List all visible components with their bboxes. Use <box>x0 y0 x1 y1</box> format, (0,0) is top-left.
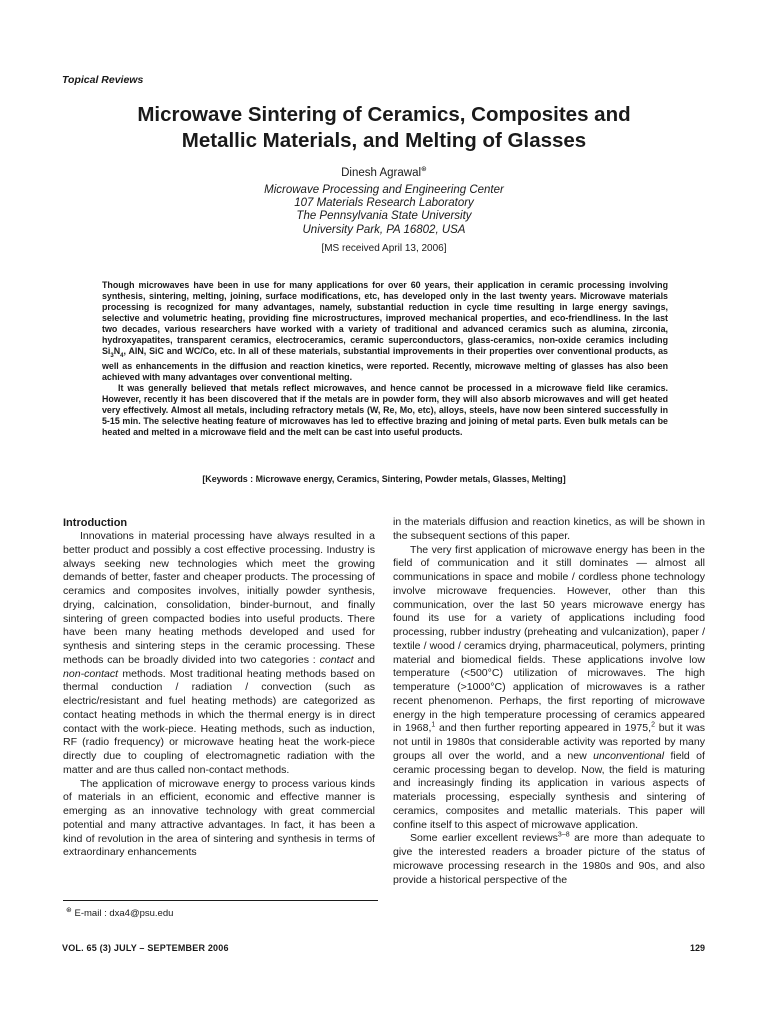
footnote-mark: ⊛ <box>66 907 72 914</box>
paper-title <box>40 102 728 154</box>
footnote <box>66 906 173 919</box>
right-column <box>393 516 705 887</box>
reference-marker: 3–8 <box>557 831 570 839</box>
title-line-2: Metallic Materials, and Melting of Glasses <box>181 129 587 152</box>
reference-marker: 1 <box>431 721 436 729</box>
abstract-paragraph-1: Though microwaves have been in use for many applications for over 60 years, their application in ceramic processing involving synthesis, sintering, melting, joining, surface modifications, etc, has developed only in the last twenty years. Microwave materials processing is recognized for many advantages, namely, substantial reduction in cycle time resulting in large energy savings, selective and volumetric heating, providing fine microstructures, improved mechanical properties, and eco-friendliness. In the last two decades, various researchers have worked with a variety of traditional and advanced ceramics such as alumina, zirconia, hydroxyapatites, transparent ceramics, electroceramics, ceramic superconductors, glass-ceramics, non-oxide ceramics including $Si_3N_4$, AlN, SiC and WC/Co, etc. In all of these materials, substantial improvements in their properties over conventional products, as well as enhancements in the diffusion and reaction kinetics, were reported. Recently, microwave melting of glasses has also been achieved with many advantages over conventional melting. <box>102 280 668 383</box>
body-paragraph: The application of microwave energy to process various kinds of materials in an efficient, economic and effective manner is emerging as an innovative technology with great commercial potential and many attractive advantages. In fact, it has been a kind of revolution in the area of sintering and synthesis in terms of extraordinary enhancements <box>63 777 375 859</box>
body-paragraph: Innovations in material processing have always resulted in a better product and possibly a cost effective processing. Industry is always seeking new technologies which meet the growing demands of better, faster and cheaper products. The processing of ceramics and composites involves, initially powder synthesis, drying, calcination, consolidation, binder-burnout, and finally sintering of green compacted bodies into useful products. There have been many heating methods developed and used for synthesis and sintering steps in the ceramic processing. These methods can be broadly divided into two categories : contact and non-contact methods. Most traditional heating methods based on thermal conduction / radiation / convection (such as electric/resistant and fuel heating methods) are categorized as contact heating methods in which the thermal energy is in direct contact with the work-piece. Heating methods, such as induction, RF (radio frequency) or microwave heating heat the work-piece directly due to coupling of electromagnetic radiation with the matter and are thus called non-contact methods. <box>63 530 375 776</box>
reference-marker: 2 <box>651 721 655 729</box>
left-column <box>63 516 375 860</box>
author-name: Dinesh Agrawal <box>341 166 422 179</box>
received-date: [MS received April 13, 2006] <box>321 243 447 254</box>
affiliation-line: University Park, PA 16802, USA <box>302 223 466 236</box>
body-paragraph: Some earlier excellent reviews$^{3-8}$ are more than adequate to give the interested readers a broader picture of the status of microwave processing research in the 1980s and 90s, and also provide a historical perspective of the <box>393 831 705 886</box>
section-heading: Introduction <box>63 517 128 529</box>
page-number: 129 <box>689 943 705 953</box>
author-mark: ⊛ <box>421 166 427 173</box>
body-paragraph: in the materials diffusion and reaction kinetics, as will be shown in the subsequent sections of this paper. <box>393 516 705 542</box>
author <box>0 165 768 179</box>
abstract <box>102 280 668 438</box>
footnote-email: E-mail : dxa4@psu.edu <box>71 908 174 920</box>
body-paragraph: The very first application of microwave energy has been in the field of communication and it still dominates — almost all communications in space and mobile / cordless phone technology involve microwave frequencies. However, other than this communication, over the last 50 years microwave energy has found its use for a variety of applications including food processing, rubber industry (preheating and vulcanization), paper / textile / wood / ceramics drying, pharmaceutical, polymers, printing material and biomedical fields. These applications involve low temperature (<500°C) utilization of microwaves. The high temperature (>1000°C) application of microwaves is a rather recent phenomenon. Perhaps, the first reporting of microwave energy in the high temperature processing of ceramics appeared in 1968,$^1$ and then further reporting appeared in 1975,$^2$ but it was not until in 1980s that considerable activity was reported by many groups all over the world, and a new unconventional field of ceramic processing began to develop. Now, the field is maturing and increasingly finding its application in various aspects of materials processing, especially synthesis and sintering of ceramics, composites and metallic materials. This paper will confine itself to this aspect of microwave application. <box>393 543 705 831</box>
journal-footer: VOL. 65 (3) JULY – SEPTEMBER 2006 <box>62 943 229 953</box>
title-line-1: Microwave Sintering of Ceramics, Composites and <box>137 103 631 126</box>
abstract-paragraph-2: It was generally believed that metals reflect microwaves, and hence cannot be processed in a microwave field like ceramics. However, recently it has been discovered that if the metals are in powder form, they will also absorb microwaves and will get heated very effectively. Almost all metals, including refractory metals (W, Re, Mo, etc), alloys, steels, have now been sintered successfully in 5-15 min. The selective heating feature of microwaves has led to effective brazing and joining of metal parts. Even bulk metals can be heated and melted in a microwave field and the melt can be cast into useful products. <box>102 383 668 438</box>
keywords: [Keywords : Microwave energy, Ceramics, Sintering, Powder metals, Glasses, Melting] <box>202 474 566 484</box>
affiliation-line: 107 Materials Research Laboratory <box>294 197 474 210</box>
footnote-divider <box>63 900 378 901</box>
affiliation-line: The Pennsylvania State University <box>296 210 472 223</box>
affiliation-line: Microwave Processing and Engineering Center <box>264 184 504 196</box>
affiliation <box>0 184 768 237</box>
section-tag: Topical Reviews <box>62 74 144 86</box>
